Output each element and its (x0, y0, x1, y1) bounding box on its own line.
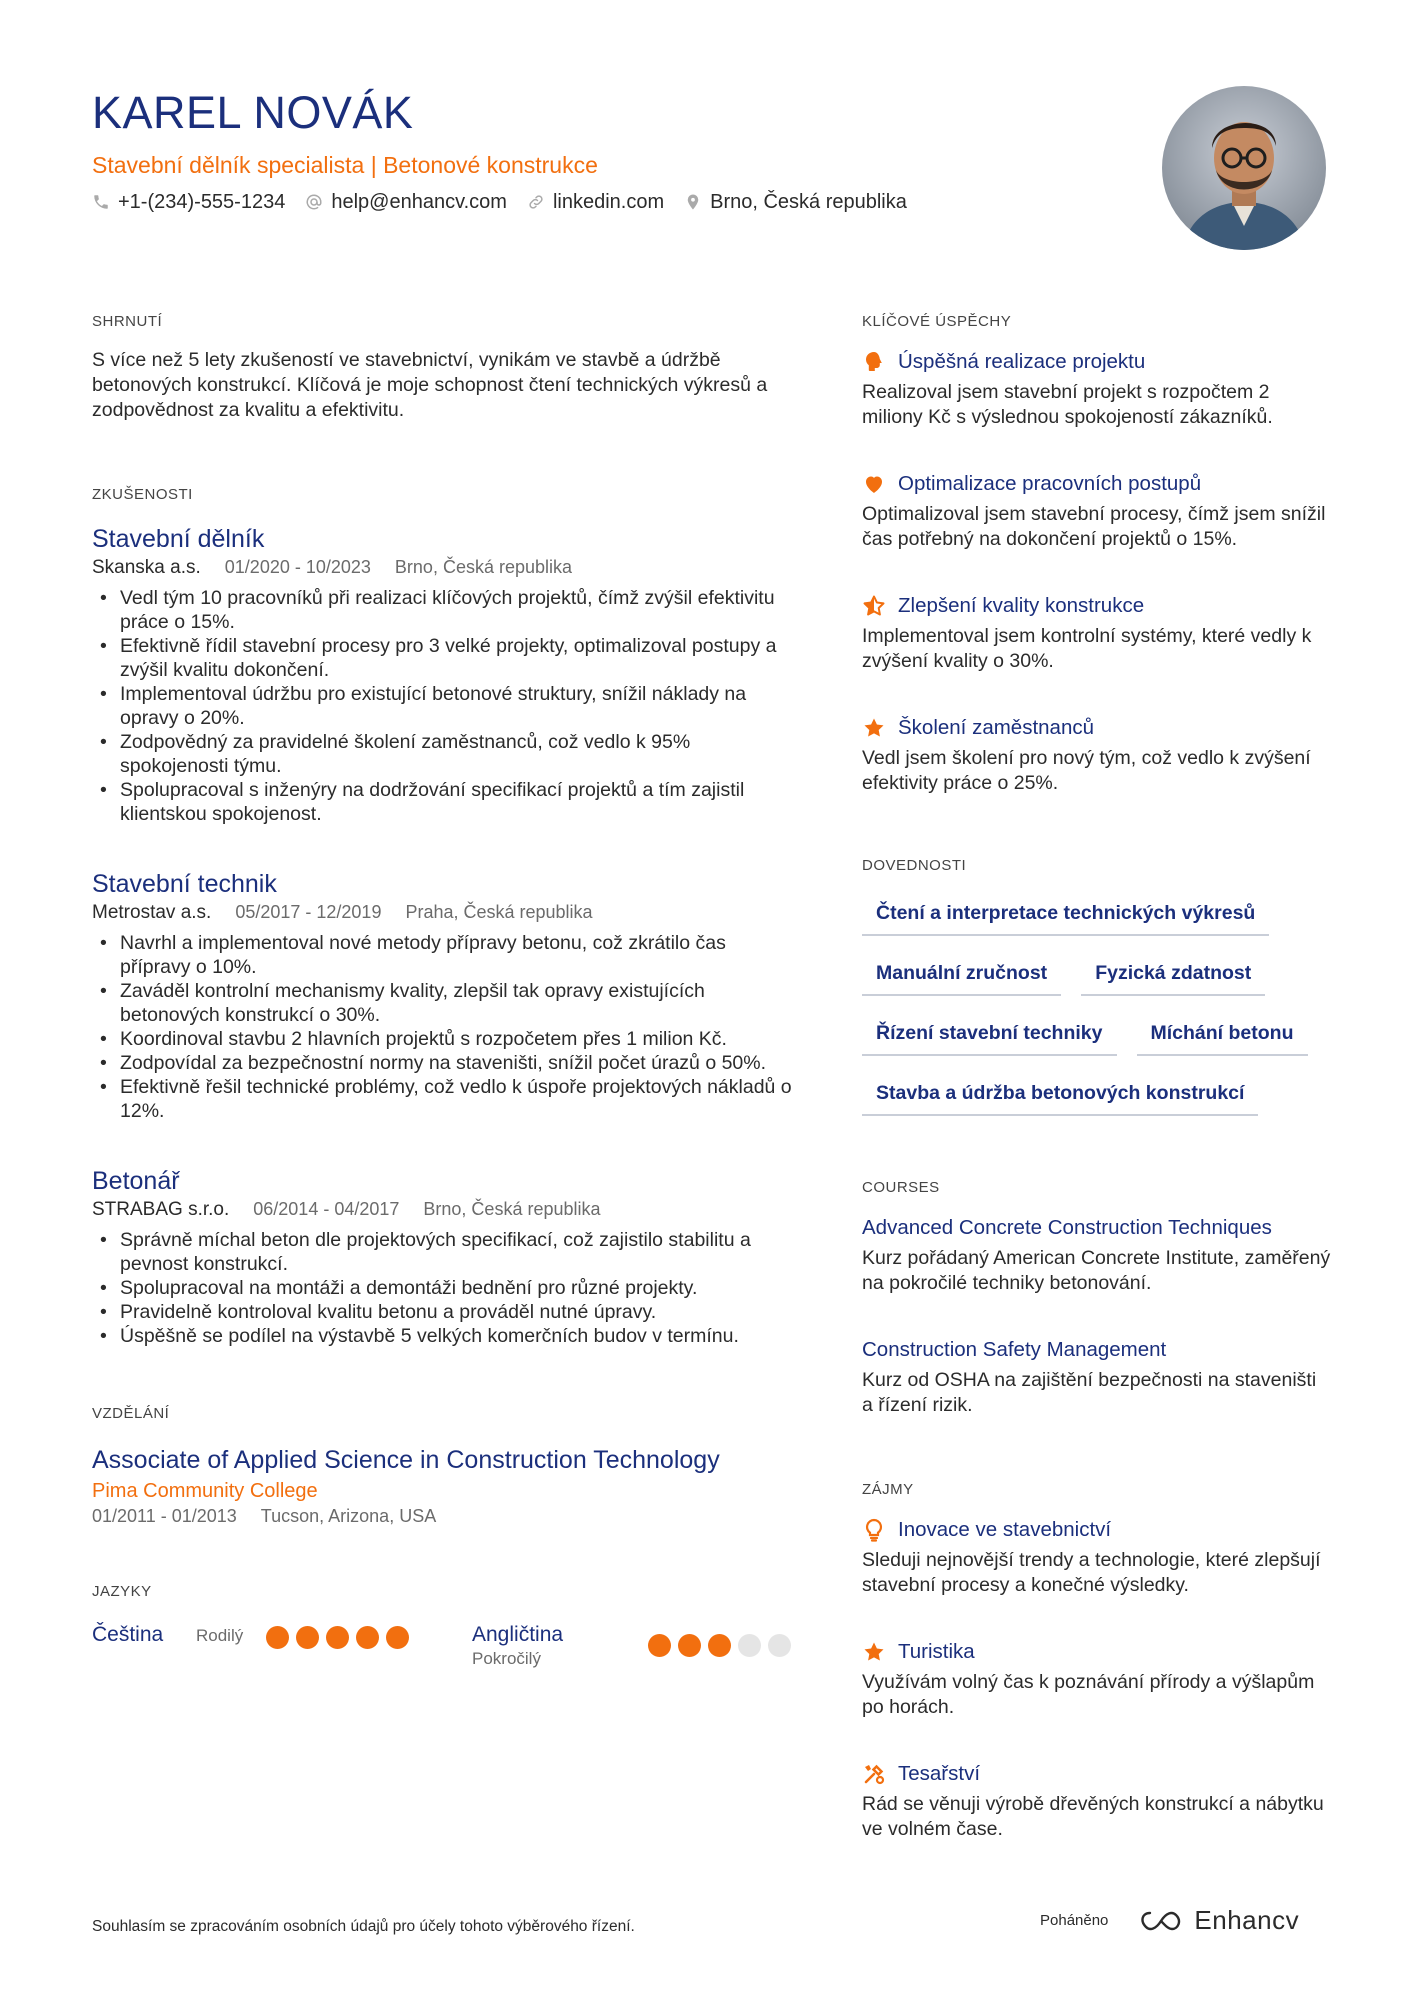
job-bullet: • Efektivně řídil stavební procesy pro 3 velké projekty, optimalizoval postupy a zvýšil kvalitu dokončení. (92, 634, 792, 682)
interest-title: Inovace ve stavebnictví (898, 1518, 1112, 1541)
enhancv-logo-icon (1138, 1909, 1184, 1933)
job-bullet: • Zodpovědný za pravidelné školení zaměstnanců, což vedlo k 95% spokojenosti týmu. (92, 730, 792, 778)
job-entry (92, 523, 792, 826)
powered-by-label: Poháněno (1040, 1912, 1109, 1929)
interest-title: Tesařství (898, 1762, 981, 1785)
job-bullets (92, 586, 792, 826)
rating-dot-filled (326, 1626, 349, 1649)
job-location: Brno, Česká republika (423, 1199, 601, 1219)
achievements-heading: KLÍČOVÉ ÚSPĚCHY (862, 313, 1012, 330)
job-entry (92, 868, 792, 1123)
job-meta (92, 1197, 792, 1222)
achievement-item (862, 592, 1332, 674)
rating-dot-filled (648, 1634, 671, 1657)
interest-desc: Využívám volný čas k poznávání přírody a výšlapům po horách. (862, 1671, 1315, 1718)
job-dates: 01/2020 - 10/2023 (224, 557, 371, 577)
job-bullet: • Koordinoval stavbu 2 hlavních projektů s rozpočetem přes 1 milion Kč. (92, 1027, 792, 1051)
job-meta (92, 555, 792, 580)
location-text: Brno, Česká republika (710, 191, 907, 213)
job-bullet: • Pravidelně kontroloval kvalitu betonu a prováděl nutné úpravy. (92, 1300, 792, 1324)
education-meta (92, 1504, 792, 1528)
achievement-title: Školení zaměstnanců (898, 716, 1095, 739)
interest-item (862, 1760, 1332, 1842)
achievement-desc: Optimalizoval jsem stavební procesy, čímž jsem snížil čas potřebný na dokončení projektů o 15%. (862, 503, 1326, 550)
rating-dot-filled (386, 1626, 409, 1649)
consent-text: Souhlasím se zpracováním osobních údajů pro účely tohoto výběrového řízení. (92, 1918, 635, 1935)
job-title: Stavební dělník (92, 525, 265, 553)
candidate-name: KAREL NOVÁK (92, 87, 414, 138)
star-icon (862, 1640, 886, 1664)
job-bullets (92, 1228, 792, 1348)
course-item (862, 1214, 1332, 1296)
profile-photo (1162, 86, 1326, 250)
education-school: Pima Community College (92, 1480, 318, 1502)
brain-icon (862, 350, 886, 374)
achievement-title: Zlepšení kvality konstrukce (898, 594, 1145, 617)
skills-heading: DOVEDNOSTI (862, 857, 967, 874)
interest-item (862, 1638, 1332, 1720)
languages-heading: JAZYKY (92, 1583, 152, 1600)
summary-text: S více než 5 lety zkušeností ve stavebnictví, vynikám ve stavbě a údržbě betonových konstrukcí. Klíčová je moje schopnost čtení technických výkresů a zodpovědnost za kvalitu a efektivitu. (92, 349, 768, 421)
achievement-desc: Realizoval jsem stavební projekt s rozpočtem 2 miliony Kč s výslednou spokojeností zákazníků. (862, 381, 1273, 428)
achievement-item (862, 714, 1332, 796)
job-dates: 06/2014 - 04/2017 (253, 1199, 400, 1219)
achievement-item (862, 470, 1332, 552)
language-item (472, 1622, 792, 1670)
job-bullet: • Zodpovídal za bezpečnostní normy na staveništi, snížil počet úrazů o 50%. (92, 1051, 792, 1075)
achievement-title: Úspěšná realizace projektu (898, 350, 1146, 373)
language-rating (648, 1634, 791, 1670)
interest-title: Turistika (898, 1640, 975, 1663)
resume-header (92, 84, 1142, 216)
language-level: Rodilý (196, 1626, 244, 1645)
languages-section (92, 1582, 792, 1670)
phone-text: +1-(234)-555-1234 (118, 191, 286, 213)
interest-desc: Rád se věnuji výrobě dřevěných konstrukcí a nábytku ve volném čase. (862, 1793, 1324, 1840)
language-item (92, 1622, 472, 1670)
education-section (92, 1404, 792, 1528)
summary-heading: SHRNUTÍ (92, 313, 163, 330)
rating-dot-filled (708, 1634, 731, 1657)
skill-tag: Fyzická zdatnost (1081, 954, 1265, 996)
job-title: Betonář (92, 1167, 180, 1195)
interest-desc: Sleduji nejnovější trendy a technologie, které zlepšují stavební procesy a konečné výsledky. (862, 1549, 1321, 1596)
left-column (92, 312, 792, 1670)
skill-tag: Stavba a údržba betonových konstrukcí (862, 1074, 1258, 1116)
achievements-section (862, 312, 1332, 796)
experience-section (92, 485, 792, 1348)
job-meta (92, 900, 792, 925)
interest-item (862, 1516, 1332, 1598)
course-title: Advanced Concrete Construction Techniques (862, 1216, 1272, 1239)
job-bullet: • Implementoval údržbu pro existující betonové struktury, snížil náklady na opravy o 20%. (92, 682, 792, 730)
rating-dot-filled (678, 1634, 701, 1657)
rating-dot-empty (738, 1634, 761, 1657)
job-bullet: • Navrhl a implementoval nové metody přípravy betonu, což zkrátilo čas přípravy o 10%. (92, 931, 792, 979)
job-bullet: • Efektivně řešil technické problémy, což vedlo k úspoře projektových nákladů o 12%. (92, 1075, 792, 1123)
skill-tag: Řízení stavební techniky (862, 1014, 1117, 1056)
job-bullet: • Zaváděl kontrolní mechanismy kvality, zlepšil tak opravy existujících betonových konstrukcí o 30%. (92, 979, 792, 1027)
job-entry (92, 1165, 792, 1348)
job-bullet: • Vedl tým 10 pracovníků při realizaci klíčových projektů, čímž zvýšil efektivitu práce o 15%. (92, 586, 792, 634)
job-dates: 05/2017 - 12/2019 (235, 902, 382, 922)
phone-icon (92, 193, 110, 211)
lightbulb-icon (862, 1518, 886, 1542)
rating-dot-empty (768, 1634, 791, 1657)
linkedin-text: linkedin.com (552, 191, 665, 213)
job-title: Stavební technik (92, 870, 277, 898)
contact-location (684, 188, 907, 216)
skill-tag: Čtení a interpretace technických výkresů (862, 894, 1269, 936)
job-location: Praha, Česká republika (405, 902, 593, 922)
achievement-desc: Vedl jsem školení pro nový tým, což vedlo k zvýšení efektivity práce o 25%. (862, 747, 1311, 794)
contact-email[interactable] (305, 188, 507, 216)
language-name: Angličtina (472, 1623, 564, 1646)
star-icon (862, 716, 886, 740)
summary-section (92, 312, 792, 423)
language-level: Pokročilý (472, 1649, 541, 1668)
at-icon (305, 193, 323, 211)
languages-list (92, 1622, 792, 1670)
job-company: Skanska a.s. (92, 557, 201, 578)
job-bullet: • Spolupracoval na montáži a demontáži bednění pro různé projekty. (92, 1276, 792, 1300)
job-bullet: • Správně míchal beton dle projektových specifikací, což zajistilo stabilitu a pevnost konstrukcí. (92, 1228, 792, 1276)
tools-icon (862, 1762, 886, 1786)
courses-section (862, 1178, 1332, 1418)
course-item (862, 1336, 1332, 1418)
education-dates: 01/2011 - 01/2013 (92, 1506, 237, 1526)
job-company: STRABAG s.r.o. (92, 1199, 230, 1220)
skill-tag: Manuální zručnost (862, 954, 1061, 996)
course-desc: Kurz pořádaný American Concrete Institute, zaměřený na pokročilé techniky betonování. (862, 1247, 1331, 1294)
link-icon (527, 193, 545, 211)
interests-heading: ZÁJMY (862, 1481, 914, 1498)
achievement-title: Optimalizace pracovních postupů (898, 472, 1202, 495)
job-location: Brno, Česká republika (394, 557, 573, 577)
course-desc: Kurz od OSHA na zajištění bezpečnosti na staveništi a řízení rizik. (862, 1369, 1317, 1416)
job-bullets (92, 931, 792, 1123)
skills-section (862, 856, 1332, 1116)
rating-dot-filled (296, 1626, 319, 1649)
contact-phone[interactable] (92, 188, 285, 216)
rating-dot-filled (266, 1626, 289, 1649)
star-half-icon (862, 594, 886, 618)
candidate-subtitle: Stavební dělník specialista | Betonové konstrukce (92, 152, 598, 178)
skills-list (862, 894, 1332, 1116)
courses-heading: COURSES (862, 1179, 940, 1196)
contact-bar (92, 188, 1142, 216)
email-text: help@enhancv.com (331, 191, 507, 213)
contact-linkedin[interactable] (527, 188, 664, 216)
rating-dot-filled (356, 1626, 379, 1649)
enhancv-logo[interactable] (1138, 1905, 1299, 1936)
location-pin-icon (684, 193, 702, 211)
course-title: Construction Safety Management (862, 1338, 1167, 1361)
job-bullet: • Spolupracoval s inženýry na dodržování specifikací projektů a tím zajistil klientskou spokojenost. (92, 778, 792, 826)
education-location: Tucson, Arizona, USA (260, 1506, 437, 1526)
footer-branding (1040, 1905, 1299, 1936)
job-company: Metrostav a.s. (92, 902, 212, 923)
education-degree: Associate of Applied Science in Construction Technology (92, 1446, 720, 1474)
job-bullet: • Úspěšně se podílel na výstavbě 5 velkých komerčních budov v termínu. (92, 1324, 792, 1348)
interests-section (862, 1480, 1332, 1842)
right-column (862, 312, 1332, 1842)
language-rating (266, 1626, 409, 1670)
skill-tag: Míchání betonu (1137, 1014, 1308, 1056)
achievement-desc: Implementoval jsem kontrolní systémy, které vedly k zvýšení kvality o 30%. (862, 625, 1312, 672)
experience-heading: ZKUŠENOSTI (92, 486, 193, 503)
language-name: Čeština (92, 1623, 164, 1646)
achievement-item (862, 348, 1332, 430)
heart-icon (862, 472, 886, 496)
education-heading: VZDĚLÁNÍ (92, 1405, 170, 1422)
enhancv-wordmark: Enhancv (1194, 1905, 1300, 1935)
